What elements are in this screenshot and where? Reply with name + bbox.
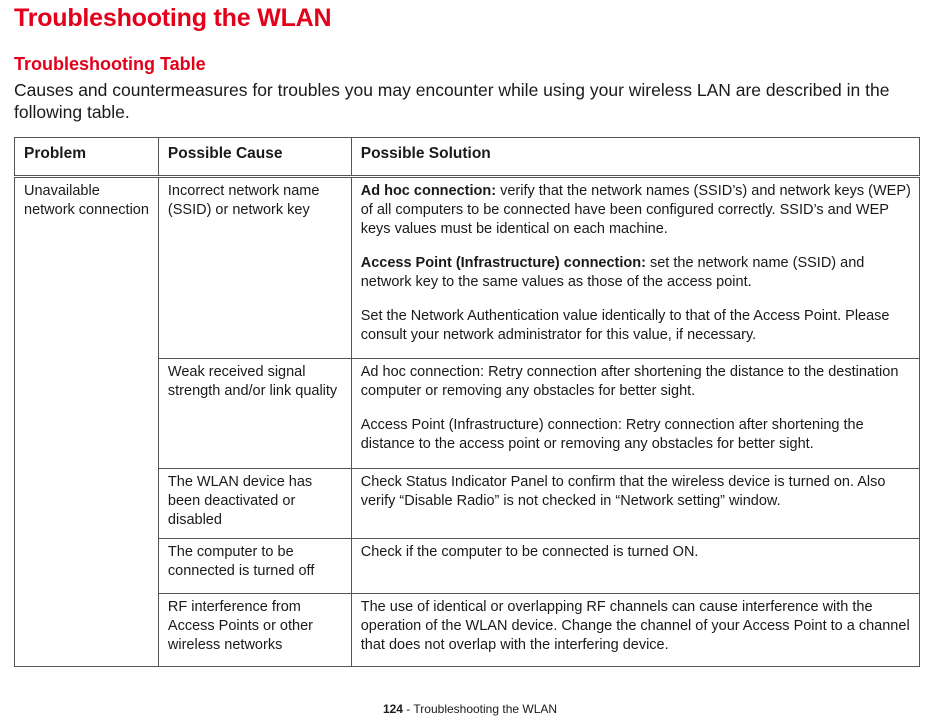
problem-cell: Unavailable network connection [15, 177, 159, 667]
solution-cell [351, 469, 919, 539]
solution-text: The use of identical or overlapping RF channels can cause interference with the operation of the WLAN device. Change the channel of your Access Point to a channel that does not overlap with the interfering device. [360, 599, 910, 653]
page-footer [0, 702, 940, 716]
troubleshooting-table [14, 137, 920, 667]
solution-paragraph [361, 363, 911, 401]
solution-paragraph [361, 543, 911, 562]
solution-text: Ad hoc connection: Retry connection after shortening the distance to the destination computer or removing any obstacles for better sight. [360, 364, 899, 399]
solution-paragraph [361, 254, 911, 292]
solution-paragraph [361, 598, 911, 655]
solution-text: Check if the computer to be connected is turned ON. [360, 544, 699, 560]
solution-text: Set the Network Authentication value identically to that of the Access Point. Please consult your network administrator for this value, if necessary. [360, 308, 890, 343]
cause-cell: The computer to be connected is turned off [158, 539, 351, 594]
solution-cell [351, 177, 919, 359]
solution-text: set the network name (SSID) and network key to the same values as those of the access point. [360, 255, 865, 290]
solution-lead: Ad hoc connection: [360, 183, 497, 199]
solution-paragraph [361, 473, 911, 511]
solution-text: Access Point (Infrastructure) connection: Retry connection after shortening the distance to the access point or removing any obstacles for better sight. [360, 417, 864, 452]
solution-text: verify that the network names (SSID’s) and network keys (WEP) of all computers to be connected have been configured correctly. SSID’s and WEP keys values must be identical on each machine. [360, 183, 911, 237]
cause-cell: RF interference from Access Points or other wireless networks [158, 594, 351, 667]
header-problem: Problem [15, 138, 159, 177]
cause-cell: Weak received signal strength and/or link quality [158, 359, 351, 469]
cause-cell: The WLAN device has been deactivated or disabled [158, 469, 351, 539]
cause-cell: Incorrect network name (SSID) or network key [158, 177, 351, 359]
solution-paragraph [361, 307, 911, 345]
page-title: Troubleshooting the WLAN [14, 4, 332, 32]
solution-paragraph [361, 182, 911, 239]
table-header-row [15, 138, 920, 177]
header-possible-cause: Possible Cause [158, 138, 351, 177]
page-number: 124 [382, 702, 403, 716]
solution-paragraph [361, 416, 911, 454]
solution-lead: Access Point (Infrastructure) connection: [360, 255, 646, 271]
solution-cell [351, 359, 919, 469]
header-possible-solution: Possible Solution [351, 138, 919, 177]
section-title: Troubleshooting Table [14, 54, 206, 74]
intro-paragraph: Causes and countermeasures for troubles you may encounter while using your wireless LAN are described in the following table. [14, 80, 890, 122]
table-row [15, 177, 920, 359]
footer-section-label: - Troubleshooting the WLAN [402, 702, 558, 716]
solution-cell [351, 539, 919, 594]
solution-text: Check Status Indicator Panel to confirm that the wireless device is turned on. Also verify “Disable Radio” is not checked in “Network setting” window. [360, 474, 886, 509]
solution-cell [351, 594, 919, 667]
